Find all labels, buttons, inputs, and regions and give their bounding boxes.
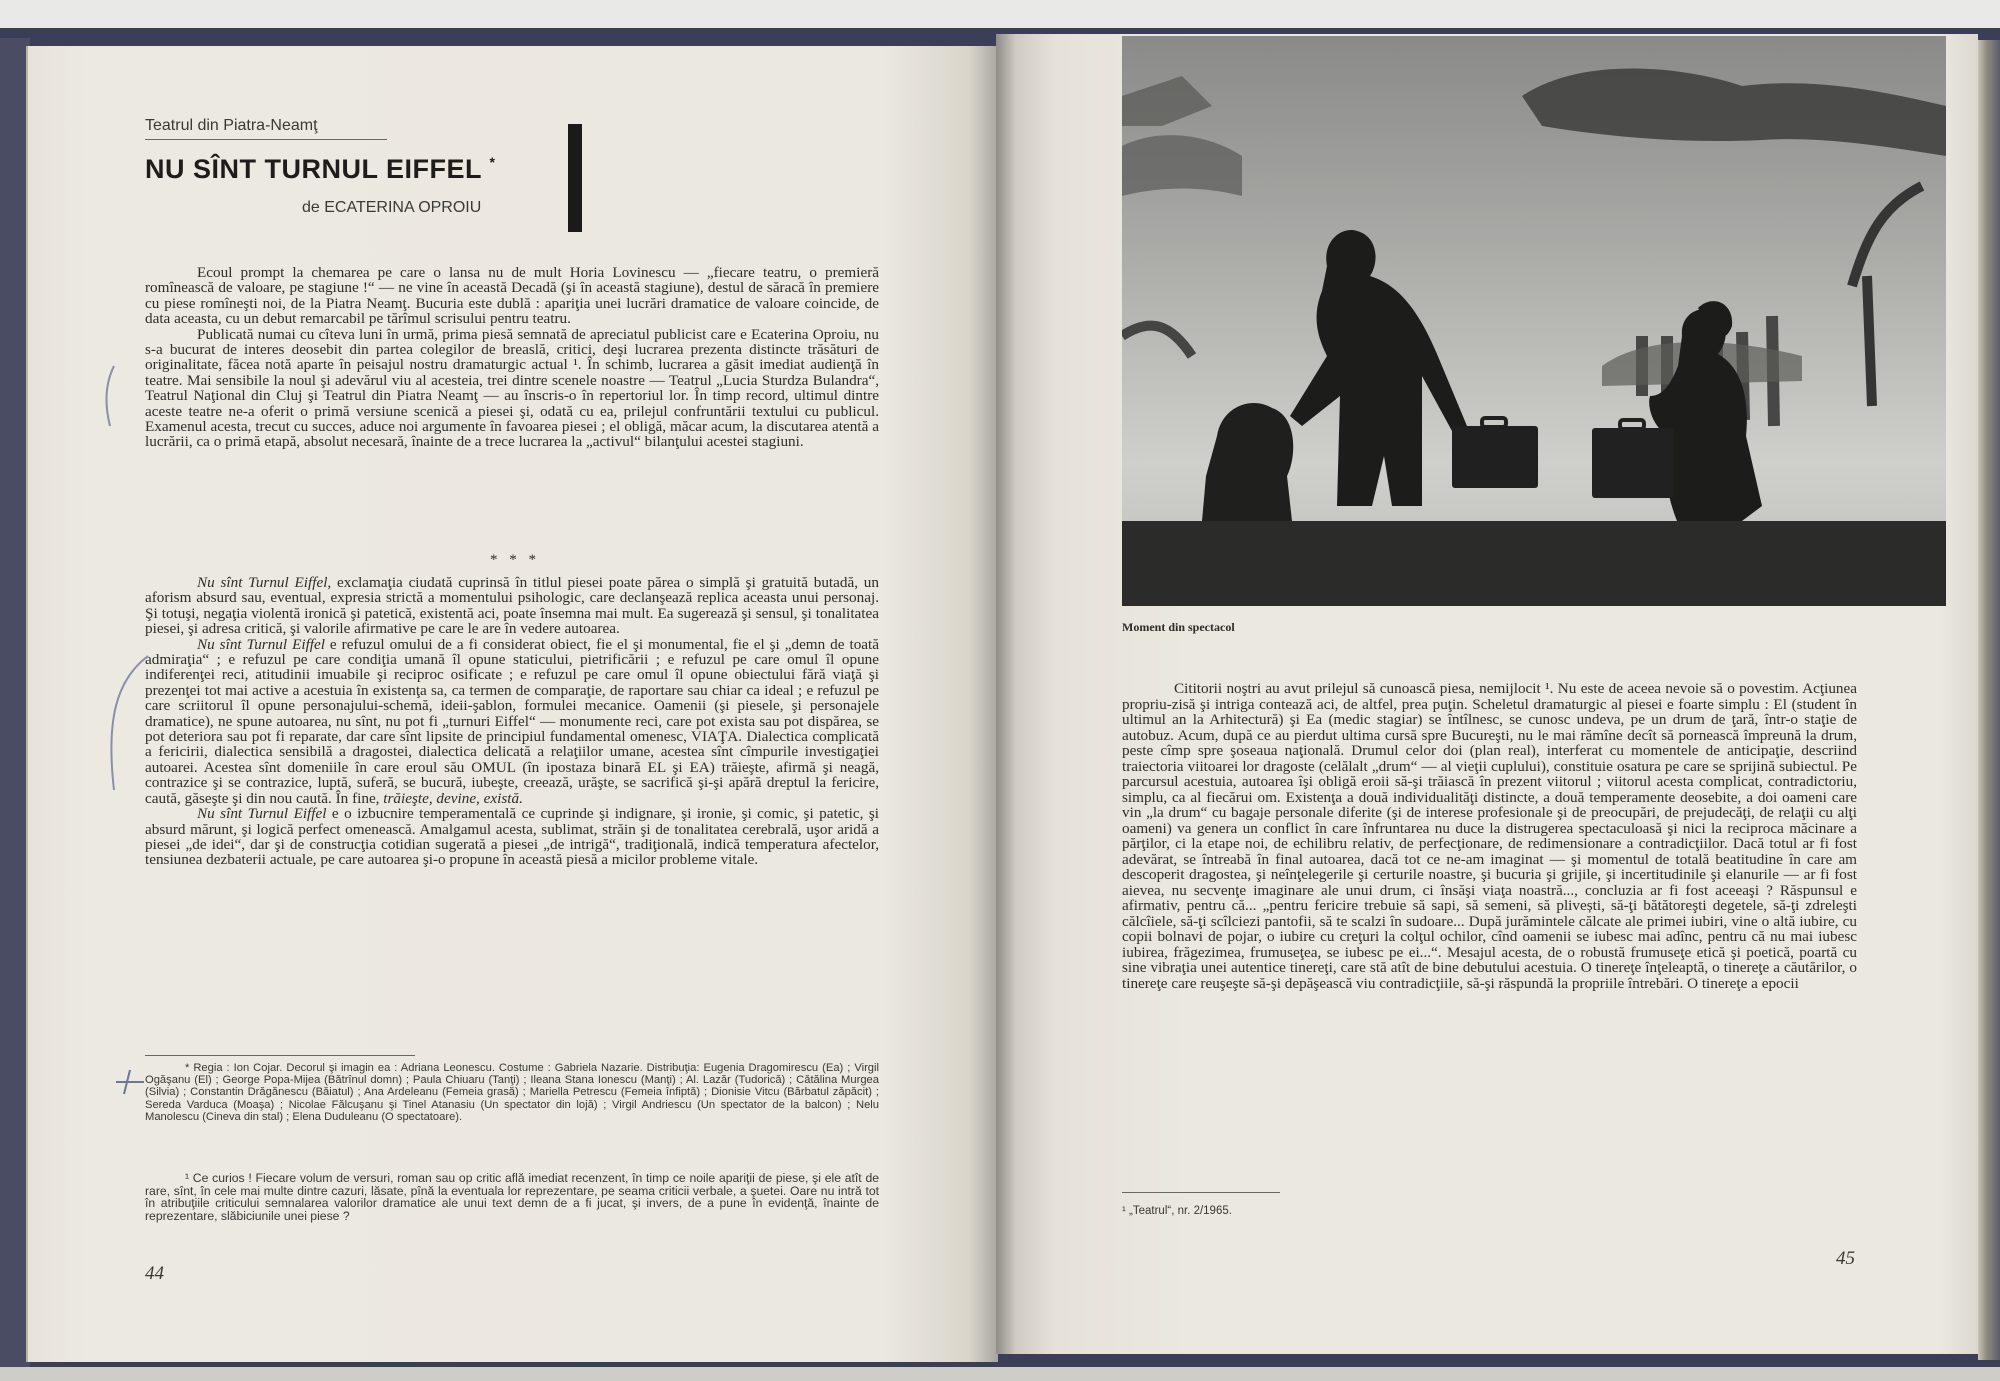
paragraph-3-title: Nu sînt Turnul Eiffel, <box>197 574 332 591</box>
section-separator: * * * <box>490 552 540 568</box>
theatre-underline <box>145 139 387 140</box>
article-title <box>145 154 495 185</box>
photo-silhouette-scene <box>1122 36 1946 606</box>
article-author: de ECATERINA OPROIU <box>302 199 482 216</box>
photo-caption: Moment din spectacol <box>1122 620 1235 634</box>
title-text: NU SÎNT TURNUL EIFFEL <box>145 154 482 184</box>
paragraph-4-title: Nu sînt Turnul Eiffel <box>197 635 325 653</box>
page-number-left: 44 <box>145 1263 164 1284</box>
footnote-rule-right <box>1122 1192 1280 1193</box>
paragraph-4-ending: trăieşte, devine, există. <box>383 789 523 807</box>
paragraph-3-text: exclamaţia ciudată cuprinsă în titlul piesei poate părea o simplă şi gratuită butadă, un aforism absurd sau, eventual, expresia strictă a momentului psihologic, care declanşează replica aceasta unui personaj. Şi totuşi, negaţia violentă ironică şi patetică, existentă aci, poate însemna mai mult. Ea sugerează şi sensul, şi tonalitatea piesei, şi adresa critică, şi valorile afirmative pe care le are în vedere autoarea. <box>145 574 879 638</box>
right-column-text <box>1122 681 1857 991</box>
paragraph-5 <box>145 806 879 868</box>
title-footnote-mark: * <box>489 154 496 170</box>
scan-background-top <box>0 0 2000 28</box>
theatre-label: Teatrul din Piatra-Neamţ <box>145 117 318 134</box>
analysis-section <box>145 575 879 868</box>
footnote-rule-left <box>145 1055 415 1056</box>
decorative-bar <box>568 124 582 232</box>
paragraph-4 <box>145 637 879 806</box>
page-number-right: 45 <box>1836 1248 1855 1269</box>
scan-background-bottom <box>0 1367 2000 1381</box>
right-paragraph-1: Cititorii noştri au avut prilejul să cunoască piesa, nemijlocit ¹. Nu este de aceea nevoie să o povestim. Acţiunea propriu-zisă şi intriga contează aci, de altfel, prea puţin. Scheletul dramaturgic al piesei e foarte simplu : El (student în ultimul an la Arhitectură) şi Ea (medic stagiar) se întîlnesc, se cunosc undeva, pe un drum de ţară, într-o staţie de autobuz. Acum, după ce au pierdut ultima cursă spre Bucureşti, nu le mai rămîne decît să pornească împreună la drum, peste cîmp spre şoseaua naţională. Drumul celor doi (plan real), interferat cu momentele de anticipaţie, descriind traiectoria viitoarei lor dragoste (celălalt „drum“ — al vieţii cuplului), constituie osatura pe care se sprijină subiectul. Pe parcursul acestuia, autoarea îşi obligă eroii să-şi trăiască în prezent viitorul ; viitorul acesta complicat, contradictoriu, simplu, ca al fiecărui om. Existenţa a două individualităţi distincte, a două temperamente deosebite, a doi oameni care vin „la drum“ cu bagaje personale diferite (şi de interese profesionale şi de preocupări, de prejudecăţi, de relaţii cu alţi oameni) va genera un conflict în care înfruntarea nu duce la distrugerea spectaculoasă şi nici la reciproca măcinare a părţilor, ci la etape noi, de echilibru relativ, de perfecţionare, de redimensionare a contradicţiilor. Dacă totul ar fi fost adevărat, se întreabă în final autoarea, dacă tot ce ne-am imaginat — şi momentul de totală beatitudine în care am descoperit dragostea, şi neînţelegerile şi certurile noastre, şi bucuria şi grijile, şi incertitudinile şi elanurile — ar fi fost aievea, nu secvenţe imaginare ale unui drum, ci însăşi viaţa noastră..., concluzia ar fi fost aceeaşi ? Răspunsul e afirmativ, pentru că... „pentru fericire trebuie să sapi, să semeni, să plivești, să-ţi bătătoreşti degetele, să-ţi zdreleşti călcîiele, să-ţi scîlciezi pantofii, să te scalzi în sudoare... După jurămintele călcate ale primei iubiri, vine o altă iubire, cu copii bolnavi de pojar, o iubire cu creţuri la colţul ochilor, cînd oamenii se iubesc mai adînc, pentru că nu mai iubesc iubirea, frăgezimea, frumuseţea, se iubesc pe ei...“. Mesajul acesta, de o robustă frumuseţe etică şi poetică, poartă cu sine vibraţia unei autentice tinereţi, care stă atît de bine debutului acestuia. O tinereţe înţeleaptă, o tinereţe a căutărilor, o tinereţe care reuşeşte să-şi depăşească viu contradicţiile, să-şi răspundă la propriile întrebări. O tinereţe a epocii <box>1122 680 1857 992</box>
paragraph-3 <box>145 575 879 637</box>
paragraph-5-text: e o izbucnire temperamentală ce cuprinde şi indignare, şi ironie, şi comic, şi patetic, şi absurd mărunt, şi logică perfect omenească. Amalgamul acesta, sublimat, străin şi de tonalitatea cerebrală, uşor aridă a piesei „de idei“, dar şi de construcţia cotidian sugerată a piesei „de intrigă“, tradiţională, indică temperatura afectelor, tensiunea dezbaterii actuale, pe care autoarea şi-o propune în această piesă a micilor probleme vitale. <box>145 805 879 869</box>
paragraph-1: Ecoul prompt la chemarea pe care o lansa nu de mult Horia Lovinescu — „fiecare teatru, o premieră romînească de valoare, pe stagiune !“ — ne vine în această Decadă (şi în această stagiune), destul de săracă în premiere cu piese romîneşti noi, de la Piatra Neamţ. Bucuria este dublă : apariţia unei lucrări dramatice de valoare coincide, de data aceasta, cu un debut remarcabil pe tărîmul scrisului pentru teatru. <box>145 264 879 328</box>
intro-section <box>145 265 879 450</box>
paragraph-5-title: Nu sînt Turnul Eiffel <box>197 805 327 823</box>
book-cover-edge-right <box>1978 40 2000 1360</box>
footnote-right: ¹ „Teatrul“, nr. 2/1965. <box>1122 1205 1232 1217</box>
paragraph-4-text: e refuzul omului de a fi considerat obiect, fie el şi monumental, fie el şi „demn de toată admiraţia“ ; e refuzul pe care condiţia umană îl opune staticului, pietrificării ; e refuzul pe care omul îl opune indiferenţei reci, atitudinii imuabile şi reciproc osificate ; e refuzul pe care omul îl opune obiectului fără viaţă şi prezenţei tot mai active a acestuia în existenţa sa, ca termen de comparaţie, de raportare sau chiar ca ideal ; e refuzul pe care scriitorul îl opune personajului-schemă, ideii-şablon, formulei mecanice. Oamenii (şi piesele, şi personajele dramatice), ne spune autoarea, nu sînt, nu pot fi „turnuri Eiffel“ — monumente reci, care pot exista sau pot dispărea, se pot deteriora sau pot fi reparate, dar care sînt lipsite de principiul fundamental omenesc, VIAŢA. Dialectica complicată a fericirii, dialectica sensibilă a dragostei, dialectica delicată a relaţiilor umane, acestea sînt cîmpurile investigaţiei autoarei. Acestea sînt domeniile în care eroul său OMUL (în ipostaza binară EL şi EA) trăieşte, afirmă şi neagă, contrazice şi se contrazice, luptă, suferă, se bucură, iubeşte, creează, urăşte, se sacrifică şi-şi apără dreptul la fericire, caută, găseşte şi din nou caută. În fine, <box>145 635 879 807</box>
footnote-credits: * Regia : Ion Cojar. Decorul şi imagin ea : Adriana Leonescu. Costume : Gabriela Nazarie. Distribuţia: Eugenia Dragomirescu (Ea) ; Virgil Ogăşanu (El) ; George Popa-Mijea (Bătrînul domn) ; Paula Chiuaru (Tanţi) ; Ileana Stana Ionescu (Manţi) ; Al. Lazăr (Tudorică) ; Cătălina Murgea (Silvia) ; Constantin Drăgănescu (Băiatul) ; Ana Ardeleanu (Femeia grasă) ; Mariella Petrescu (Femeia înfiptă) ; Dionisie Vitcu (Bărbatul zăpăcit) ; Sereda Varduca (Moaşa) ; Nicolae Fălcuşanu şi Tinel Atanasiu (Un spectator din lojă) ; Virgil Andriescu (Un spectator de la balcon) ; Nelu Manolescu (Cineva din stal) ; Elena Duduleanu (O spectatoare). <box>145 1062 879 1123</box>
paragraph-2: Publicată numai cu cîteva luni în urmă, prima piesă semnată de apreciatul publicist care e Ecaterina Oproiu, nu s-a bucurat de interes deosebit din partea colegilor de breaslă, critici, deşi lucrarea prezenta distincte trăsături de originalitate, făcea notă aparte în peisajul nostru dramaturgic actual ¹. În schimb, lucrarea a găsit imediat audienţă în teatre. Mai sensibile la noul şi adevărul viu al acesteia, trei dintre scenele noastre — Teatrul „Lucia Sturdza Bulandra“, Teatrul Naţional din Cluj şi Teatrul din Piatra Neamţ — au înscris-o în repertoriul lor. În timp record, ultimul dintre aceste teatre ne-a oferit o primă versiune scenică a piesei şi, odată cu ea, prilejul confruntării textului cu publicul. Examenul acesta, trecut cu succes, aduce noi argumente în favoarea piesei ; el obligă, măcar acum, la discutarea atentă a lucrării, ca o primă etapă, absolut necesară, înainte de a trece lucrarea la „activul“ bilanţului acestei stagiuni. <box>145 325 879 451</box>
production-photo <box>1122 36 1946 606</box>
footnote-one: ¹ Ce curios ! Fiecare volum de versuri, roman sau op critic află imediat recenzent, în timp ce noile apariţii de piese, şi ele atît de rare, sînt, în cele mai multe dintre cazuri, lăsate, pînă la eventuala lor reprezentare, pe seama criticii verbale, a şuetei. Oare nu intră tot în atribuţiile criticului semnalarea valorilor dramatice ale unui text demn de a fi jucat, şi invers, de a pune în evidenţă, înainte de reprezentare, slăbiciunile unei piese ? <box>145 1171 879 1223</box>
